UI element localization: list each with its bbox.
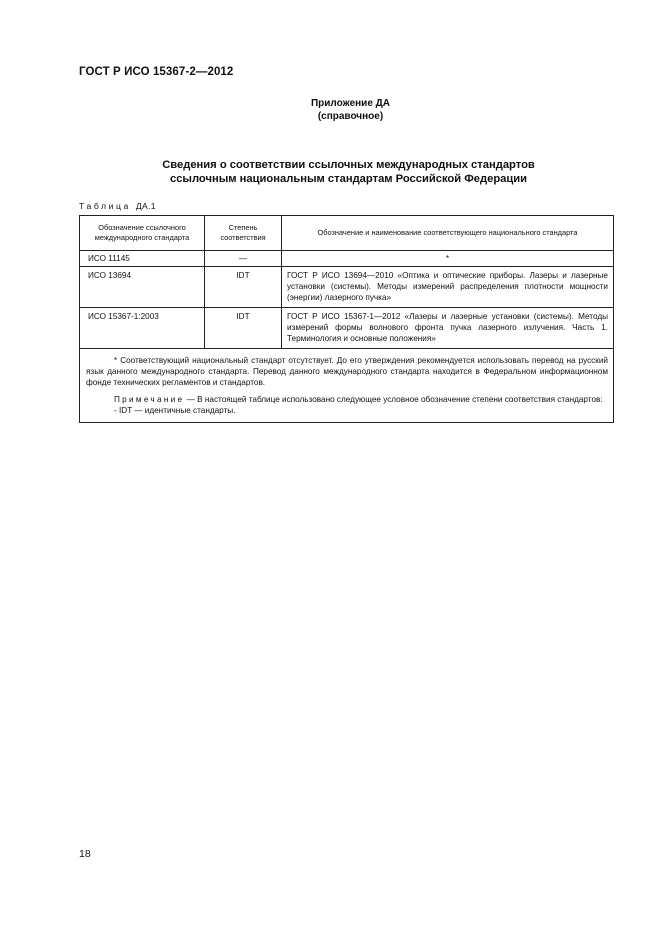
note-item: - IDT — идентичные стандарты. <box>114 406 236 415</box>
cell-degree: — <box>205 251 282 267</box>
annex-header <box>0 97 661 123</box>
table-header-row <box>80 216 614 251</box>
table-row <box>80 267 614 308</box>
note-text: — В настоящей таблице использовано следующее условное обозначение степени соответствия стандартов: <box>186 395 603 404</box>
column-header-degree: Степень соответствия <box>205 216 282 251</box>
cell-degree: IDT <box>205 308 282 349</box>
column-header-intl: Обозначение ссылочного международного стандарта <box>80 216 205 251</box>
table-label-number: ДА.1 <box>135 201 156 211</box>
cell-national: ГОСТ Р ИСО 15367-1—2012 «Лазеры и лазерные установки (системы). Методы измерений формы волнового фронта пучка лазерного излучения. Часть 1. Терминология и основные положения» <box>282 308 614 349</box>
cell-intl: ИСО 11145 <box>80 251 205 267</box>
table-note <box>86 394 608 405</box>
cell-intl: ИСО 15367-1:2003 <box>80 308 205 349</box>
annex-type: (справочное) <box>317 111 384 122</box>
standards-table <box>79 215 614 423</box>
page-number: 18 <box>79 848 91 860</box>
annex-title: Приложение ДА <box>310 98 391 109</box>
document-code: ГОСТ Р ИСО 15367-2—2012 <box>79 66 234 78</box>
section-heading <box>80 158 617 186</box>
table-row <box>80 251 614 267</box>
section-heading-line-2: ссылочным национальным стандартам Российской Федерации <box>169 173 528 185</box>
cell-national: * <box>282 251 614 267</box>
table-notes-row <box>80 349 614 423</box>
table-footnote: * Соответствующий национальный стандарт отсутствует. До его утверждения рекомендуется использовать перевод на русский язык данного международного стандарта. Перевод данного международного стандарта находится в Федеральном информационном фонде технических регламентов и стандартов. <box>86 356 608 387</box>
section-heading-line-1: Сведения о соответствии ссылочных международных стандартов <box>162 159 535 171</box>
table-label-prefix: Таблица <box>79 201 131 211</box>
table-notes <box>80 349 614 423</box>
cell-degree: IDT <box>205 267 282 308</box>
column-header-national: Обозначение и наименование соответствующего национального стандарта <box>282 216 614 251</box>
note-label: Примечание <box>114 395 185 404</box>
cell-national: ГОСТ Р ИСО 13694—2010 «Оптика и оптические приборы. Лазеры и лазерные установки (системы). Методы измерений распределения плотности мощности (энергии) лазерного пучка» <box>282 267 614 308</box>
table-label <box>79 201 156 211</box>
cell-intl: ИСО 13694 <box>80 267 205 308</box>
table-row <box>80 308 614 349</box>
